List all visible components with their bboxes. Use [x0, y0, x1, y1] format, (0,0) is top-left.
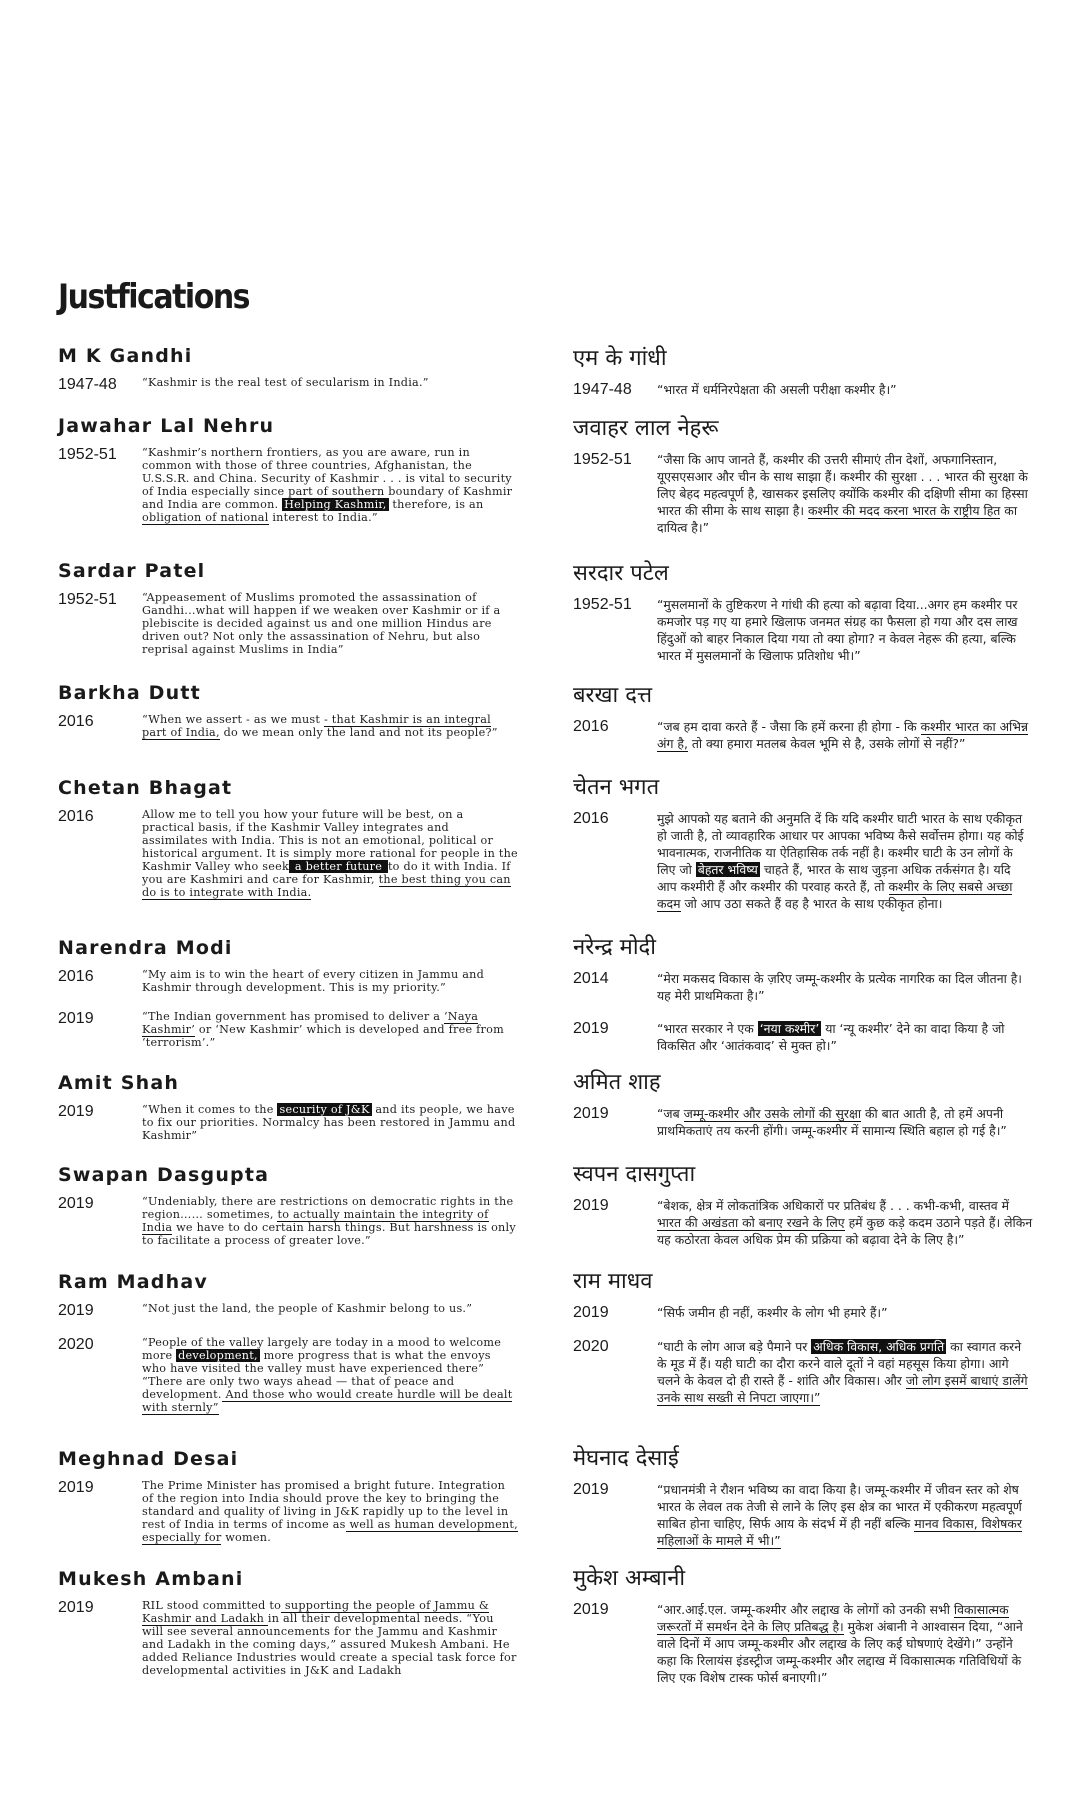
quote-year: 2019 [573, 1105, 609, 1122]
quote-year: 1947-48 [573, 381, 632, 398]
quote-segment: “Appeasement of Muslims promoted the assassination of Gandhi...what will happen if we weaken over Kashmir or if a plebiscite is decided against us and one million Hindus are driven out? Not only the assassination of Nehru, but also reprisal against Muslims in India” [142, 591, 501, 656]
quote-segment: therefore, is an [388, 498, 484, 511]
quote-segment: in all their developmental needs. “You will see several announcements for the Jammu and Kashmir and Ladakh in the coming days,” assured Mukesh Ambani. He added Reliance Industries would create a special task force for developmental activities in J&K and Ladakh [142, 1612, 517, 1677]
quote-text [657, 1105, 1033, 1139]
quote-segment: interest to India.” [268, 511, 378, 524]
quote-segment: मुझे आपको यह बताने की अनुमति दें कि यदि कश्मीर घाटी भारत के साथ एकीकृत हो जाती है, तो व्यावहारिक आधार पर आपका भविष्य कैसे सर्वोत्तम होगा। यह कोई भावनात्मक, राजनीतिक या ऐतिहासिक तर्क नहीं है। कश्मीर घाटी के उन लोगों के लिए जो [657, 811, 1024, 877]
speaker-entry [573, 1158, 1033, 1248]
speaker-entry [573, 557, 1033, 664]
underlined-phrase: the best thing you can do is to integrate with India. [142, 873, 511, 899]
quote-segment: “सिर्फ जमीन ही नहीं, कश्मीर के लोग भी हमारे हैं।” [657, 1305, 888, 1320]
underlined-phrase: supporting the people of Jammu & Kashmir and Ladakh [142, 1599, 490, 1625]
quote-text [657, 596, 1033, 664]
quote-year: 2019 [58, 1010, 94, 1027]
quote-segment: “Undeniably, there are restrictions on democratic rights in the region…… sometimes, [142, 1195, 514, 1221]
speaker-entry [573, 1265, 1033, 1406]
quote-text [142, 591, 518, 656]
quote-year: 2019 [58, 1103, 94, 1120]
speaker-entry [573, 1562, 1033, 1686]
underlined-phrase: कश्मीर की मदद करना भारत के राष्ट्रीय हित [808, 503, 1001, 518]
quote-text [142, 1103, 518, 1142]
quote-year: 2020 [58, 1336, 94, 1353]
quote-year: 2020 [573, 1338, 609, 1355]
speaker-name: सरदार पटेल [573, 561, 669, 586]
quote-row [573, 1020, 1033, 1054]
quote-text [142, 808, 518, 899]
highlighted-phrase: a better future [291, 860, 386, 873]
quote-segment: or ‘New Kashmir’ which is developed and free from ‘terrorism’.” [142, 1023, 505, 1049]
quote-segment: “जैसा कि आप जानते हैं, कश्मीर की उत्तरी सीमाएं तीन देशों, अफगानिस्तान, यूएसएसआर और चीन के साथ साझा हैं। कश्मीर की सुरक्षा . . . भारत की सुरक्षा के लिए बेहद महत्वपूर्ण है, खासकर इसलिए क्योंकि कश्मीर की दक्षिणी सीमा का हिस्सा भारत की सीमा के साथ साझा है। [657, 452, 1028, 518]
highlighted-phrase: security of J&K [279, 1103, 370, 1116]
quote-row [573, 1105, 1033, 1139]
quote-segment: The Prime Minister has promised a bright future. Integration of the region into India should prove the key to bringing the standard and quality of living in J&K rapidly up to the level in rest of India in terms of income as [142, 1479, 509, 1531]
quote-row [58, 1336, 518, 1414]
quote-segment: “आर.आई.एल. जम्मू-कश्मीर और लद्दाख के लोगों को उनकी सभी [657, 1602, 954, 1617]
quote-segment: “प्रधानमंत्री ने रौशन भविष्य का वादा किया है। जम्मू-कश्मीर में जीवन स्तर को शेष भारत के लेवल तक तेजी से लाने के लिए इस क्षेत्र का भारत में एकीकरण महत्वपूर्ण साबित होना चाहिए, सिर्फ आय के संदर्भ में ही नहीं बल्कि [657, 1482, 1022, 1531]
highlighted-phrase: development, [178, 1349, 258, 1362]
quote-text [657, 451, 1033, 536]
quote-segment: या ‘न्यू कश्मीर’ देने का वादा किया है जो विकसित और ‘आतंकवाद’ से मुक्त हो।” [657, 1021, 1005, 1053]
quote-segment: “जब [657, 1106, 684, 1121]
quote-segment: “Not just the land, the people of Kashmir belong to us.” [142, 1302, 473, 1315]
speaker-name: M K Gandhi [58, 345, 193, 367]
quote-row [573, 596, 1033, 664]
underlined-phrase: जम्मू-कश्मीर और उसके लोगों की सुरक्षा [683, 1106, 862, 1121]
speaker-name: नरेन्द्र मोदी [573, 935, 656, 960]
speaker-name: मुकेश अम्बानी [573, 1566, 686, 1591]
quote-text [142, 1479, 518, 1544]
underlined-phrase: - that Kashmir is an integral part of India, [142, 713, 492, 739]
quote-row [573, 970, 1033, 1004]
page-title: Justfications [58, 278, 250, 318]
quote-segment: to do it with India. If you are Kashmiri and care for Kashmir, [142, 860, 511, 886]
speaker-name: स्वपन दासगुप्ता [573, 1162, 696, 1187]
quote-segment: चाहते हैं, भारत के साथ जुड़ना अधिक तर्कसंगत है। यदि आप कश्मीरी हैं और कश्मीर की परवाह करते हैं, तो [657, 862, 1011, 894]
quote-row [573, 1304, 1033, 1322]
quote-year: 2019 [573, 1481, 609, 1498]
quote-row [58, 446, 518, 524]
quote-segment: “बेशक, क्षेत्र में लोकतांत्रिक अधिकारों पर प्रतिबंध हैं . . . कभी-कभी, वास्तव में [657, 1198, 1010, 1213]
quote-segment: “When it comes to the [142, 1103, 278, 1116]
speaker-entry [573, 679, 1033, 752]
underlined-phrase: ‘Naya Kashmir’ [142, 1010, 479, 1036]
quote-year: 2019 [58, 1302, 94, 1319]
quote-row [58, 968, 518, 994]
quote-text [657, 1020, 1033, 1054]
quote-year: 2019 [573, 1020, 609, 1037]
speaker-entry [573, 931, 1033, 1054]
speaker-name: Mukesh Ambani [58, 1568, 244, 1590]
quote-text [657, 718, 1033, 752]
quote-year: 1947-48 [58, 376, 117, 393]
quote-row [573, 1481, 1033, 1549]
highlighted-phrase: ‘नया कश्मीर’ [759, 1021, 820, 1036]
quote-year: 1952-51 [573, 596, 632, 613]
highlighted-phrase: अधिक विकास, अधिक प्रगति [813, 1339, 945, 1354]
speaker-name: Amit Shah [58, 1072, 180, 1094]
speaker-entry [58, 415, 518, 524]
speaker-entry [58, 682, 518, 739]
underlined-phrase: And those who would create hurdle will be dealt with sternly” [142, 1388, 513, 1414]
quote-text [657, 1481, 1033, 1549]
quote-segment: का स्वागत करने के मूड में हैं। यही घाटी का दौरा करने वाले दूतों ने वहां महसूस किया होगा। आगे चलने के केवल दो ही रास्ते हैं - शांति और विकास। और [657, 1339, 1022, 1388]
quote-year: 2014 [573, 970, 609, 987]
quote-row [573, 381, 1033, 399]
speaker-entry [58, 1164, 518, 1247]
quote-segment: “घाटी के लोग आज बड़े पैमाने पर [657, 1339, 812, 1354]
quote-segment: की बात आती है, तो हमें अपनी प्राथमिकताएं तय करनी होंगी। जम्मू-कश्मीर में सामान्य स्थिति बहाल हो गई है।” [657, 1106, 1007, 1138]
quote-row [573, 451, 1033, 536]
speaker-entry [58, 1568, 518, 1677]
quote-year: 2019 [58, 1195, 94, 1212]
speaker-entry [573, 771, 1033, 912]
highlighted-phrase: बेहतर भविष्य [697, 862, 758, 877]
quote-text [142, 376, 518, 394]
underlined-phrase: मानव विकास, विशेषकर महिलाओं के मामले में भी।” [657, 1516, 1022, 1548]
quote-row [58, 1010, 518, 1049]
quote-year: 2019 [573, 1304, 609, 1321]
quote-segment: जो आप उठा सकते हैं वह है भारत के साथ एकीकृत होना। [680, 896, 943, 911]
speaker-name: Barkha Dutt [58, 682, 201, 704]
speaker-entry [573, 1066, 1033, 1139]
quote-segment: RIL stood committed to [142, 1599, 282, 1612]
quote-segment: का दायित्व है।” [657, 503, 1018, 535]
quote-segment: do we mean only the land and not its people?” [219, 726, 498, 739]
underlined-phrase: कश्मीर भारत का अभिन्न अंग है, [657, 719, 1029, 751]
quote-text [657, 1197, 1033, 1248]
speaker-name: बरखा दत्त [573, 683, 653, 708]
speaker-name: Ram Madhav [58, 1271, 208, 1293]
quote-text [142, 713, 518, 739]
quote-segment: “The Indian government has promised to deliver a [142, 1010, 444, 1023]
quote-segment: Allow me to tell you how your future will be best, on a practical basis, if the Kashmir Valley integrates and assimilates with India. This is not an emotional, political or historical argument. It is simply more rational for people in the Kashmir Valley who seek [142, 808, 518, 873]
quote-year: 2019 [573, 1197, 609, 1214]
quote-text [142, 1599, 518, 1677]
speaker-name: Chetan Bhagat [58, 777, 233, 799]
quote-text [657, 1338, 1033, 1406]
speaker-name: राम माधव [573, 1269, 653, 1294]
quote-year: 1952-51 [58, 591, 117, 608]
quote-segment: मुकेश अंबानी ने आश्वासन दिया, “आने वाले दिनों में आप जम्मू-कश्मीर और लद्दाख के लिए कई घोषणाएं देखेंगे।” उन्होंने कहा कि रिलायंस इंडस्ट्रीज जम्मू-कश्मीर और लद्दाख में विकासात्मक गतिविधियों के लिए एक विशेष टास्क फोर्स बनाएगी।” [657, 1619, 1023, 1685]
highlighted-phrase: Helping Kashmir, [284, 498, 387, 511]
speaker-name: Narendra Modi [58, 937, 233, 959]
speaker-entry [58, 1072, 518, 1142]
underlined-phrase: भारत की अखंडता को बनाए रखने के लिए [657, 1215, 845, 1230]
speaker-name: Jawahar Lal Nehru [58, 415, 275, 437]
quote-segment: “मेरा मकसद विकास के ज़रिए जम्मू-कश्मीर के प्रत्येक नागरिक का दिल जीतना है। यह मेरी प्राथमिकता है।” [657, 971, 1022, 1003]
speaker-entry [573, 412, 1033, 536]
quote-segment: we have to do certain harsh things. But harshness is only to facilitate a process of greater love.” [142, 1221, 516, 1247]
speaker-name: अमित शाह [573, 1070, 661, 1095]
quote-text [142, 1195, 518, 1247]
quote-row [573, 1197, 1033, 1248]
quote-text [142, 1010, 518, 1049]
speaker-name: Meghnad Desai [58, 1448, 239, 1470]
quote-text [142, 446, 518, 524]
quote-year: 1952-51 [58, 446, 117, 463]
quote-row [58, 1599, 518, 1677]
quote-year: 2016 [58, 808, 94, 825]
quote-text [657, 1304, 1033, 1322]
quote-year: 2016 [573, 810, 609, 827]
quote-row [58, 376, 518, 394]
quote-row [573, 1338, 1033, 1406]
quote-year: 2019 [573, 1601, 609, 1618]
speaker-entry [58, 1271, 518, 1414]
underlined-phrase: कश्मीर के लिए सबसे अच्छा कदम [657, 879, 1013, 911]
quote-segment: women. [221, 1531, 272, 1544]
quote-row [58, 1479, 518, 1544]
quote-year: 2016 [58, 713, 94, 730]
quote-year: 2016 [573, 718, 609, 735]
quote-text [657, 1601, 1033, 1686]
underlined-phrase: to actually maintain the integrity of India [142, 1208, 489, 1234]
quote-row [58, 713, 518, 739]
speaker-entry [58, 777, 518, 899]
speaker-name: Swapan Dasgupta [58, 1164, 270, 1186]
quote-text [657, 381, 1033, 399]
speaker-entry [58, 560, 518, 656]
quote-year: 1952-51 [573, 451, 632, 468]
quote-row [58, 1103, 518, 1142]
quote-segment: “Kashmir is the real test of secularism in India.” [142, 376, 429, 389]
speaker-entry [58, 1448, 518, 1544]
speaker-name: Sardar Patel [58, 560, 206, 582]
quote-segment: “भारत सरकार ने एक [657, 1021, 758, 1036]
speaker-name: मेघनाद देसाई [573, 1446, 679, 1471]
quote-year: 2019 [58, 1599, 94, 1616]
speaker-name: एम के गांधी [573, 346, 667, 371]
quote-segment: “My aim is to win the heart of every citizen in Jammu and Kashmir through development. This is my priority.” [142, 968, 484, 994]
quote-segment: “People of the valley largely are today in a mood to welcome more [142, 1336, 502, 1362]
quote-row [58, 1195, 518, 1247]
quote-text [142, 1336, 518, 1414]
quote-text [142, 1302, 518, 1320]
underlined-phrase: जो लोग इसमें बाधाएं डालेंगे उनके साथ सख्ती से निपटा जाएगा।” [657, 1373, 1028, 1405]
quote-text [657, 970, 1033, 1004]
quote-row [573, 1601, 1033, 1686]
speaker-entry [573, 342, 1033, 399]
quote-segment: “जब हम दावा करते हैं - जैसा कि हमें करना ही होगा - कि [657, 719, 921, 734]
quote-segment: “Kashmir’s northern frontiers, as you are aware, run in common with those of three countries, Afghanistan, the U.S.S.R. and China. Security of Kashmir . . . is vital to security of India especially since part of southern boundary of Kashmir and India are common. [142, 446, 513, 511]
quote-segment: “मुसलमानों के तुष्टिकरण ने गांधी की हत्या को बढ़ावा दिया...अगर हम कश्मीर पर कमजोर पड़ गए या हमारे खिलाफ जनमत संग्रह का फैसला हो गया और दस लाख हिंदुओं को बाहर निकाल दिया गया तो क्या होगा? न केवल नेहरू की हत्या, बल्कि भारत में मुसलमानों के खिलाफ प्रतिशोध भी।” [657, 597, 1018, 663]
quote-year: 2019 [58, 1479, 94, 1496]
speaker-name: जवाहर लाल नेहरू [573, 416, 719, 441]
quote-segment: and its people, we have to fix our priorities. Normalcy has been restored in Jammu and Kashmir” [142, 1103, 516, 1142]
quote-text [657, 810, 1033, 912]
underlined-phrase: well as human development, especially for [142, 1518, 518, 1544]
quote-text [142, 968, 518, 994]
quote-row [58, 591, 518, 656]
underlined-phrase: obligation of national [142, 511, 269, 524]
quote-year: 2016 [58, 968, 94, 985]
speaker-entry [58, 345, 518, 394]
quote-row [58, 1302, 518, 1320]
speaker-name: चेतन भगत [573, 775, 660, 800]
quote-row [573, 810, 1033, 912]
underlined-phrase: विकासात्मक जरूरतों में समर्थन देने के लिए प्रतिबद्ध है। [657, 1602, 1009, 1634]
quote-row [573, 718, 1033, 752]
quote-segment: more progress that is what the envoys who have visited the valley must have experienced there” “There are only two ways ahead — that of peace and development. [142, 1349, 491, 1401]
quote-segment: “भारत में धर्मनिरपेक्षता की असली परीक्षा कश्मीर है।” [657, 382, 897, 397]
quote-row [58, 808, 518, 899]
quote-segment: तो क्या हमारा मतलब केवल भूमि से है, उसके लोगों से नहीं?” [687, 736, 966, 751]
speaker-entry [573, 1442, 1033, 1549]
speaker-entry [58, 937, 518, 1049]
quote-segment: हमें कुछ कड़े कदम उठाने पड़ते हैं। लेकिन यह कठोरता केवल अधिक प्रेम की प्रक्रिया को बढ़ावा देने के लिए है।” [657, 1215, 1033, 1247]
quote-segment: “When we assert - as we must [142, 713, 324, 726]
